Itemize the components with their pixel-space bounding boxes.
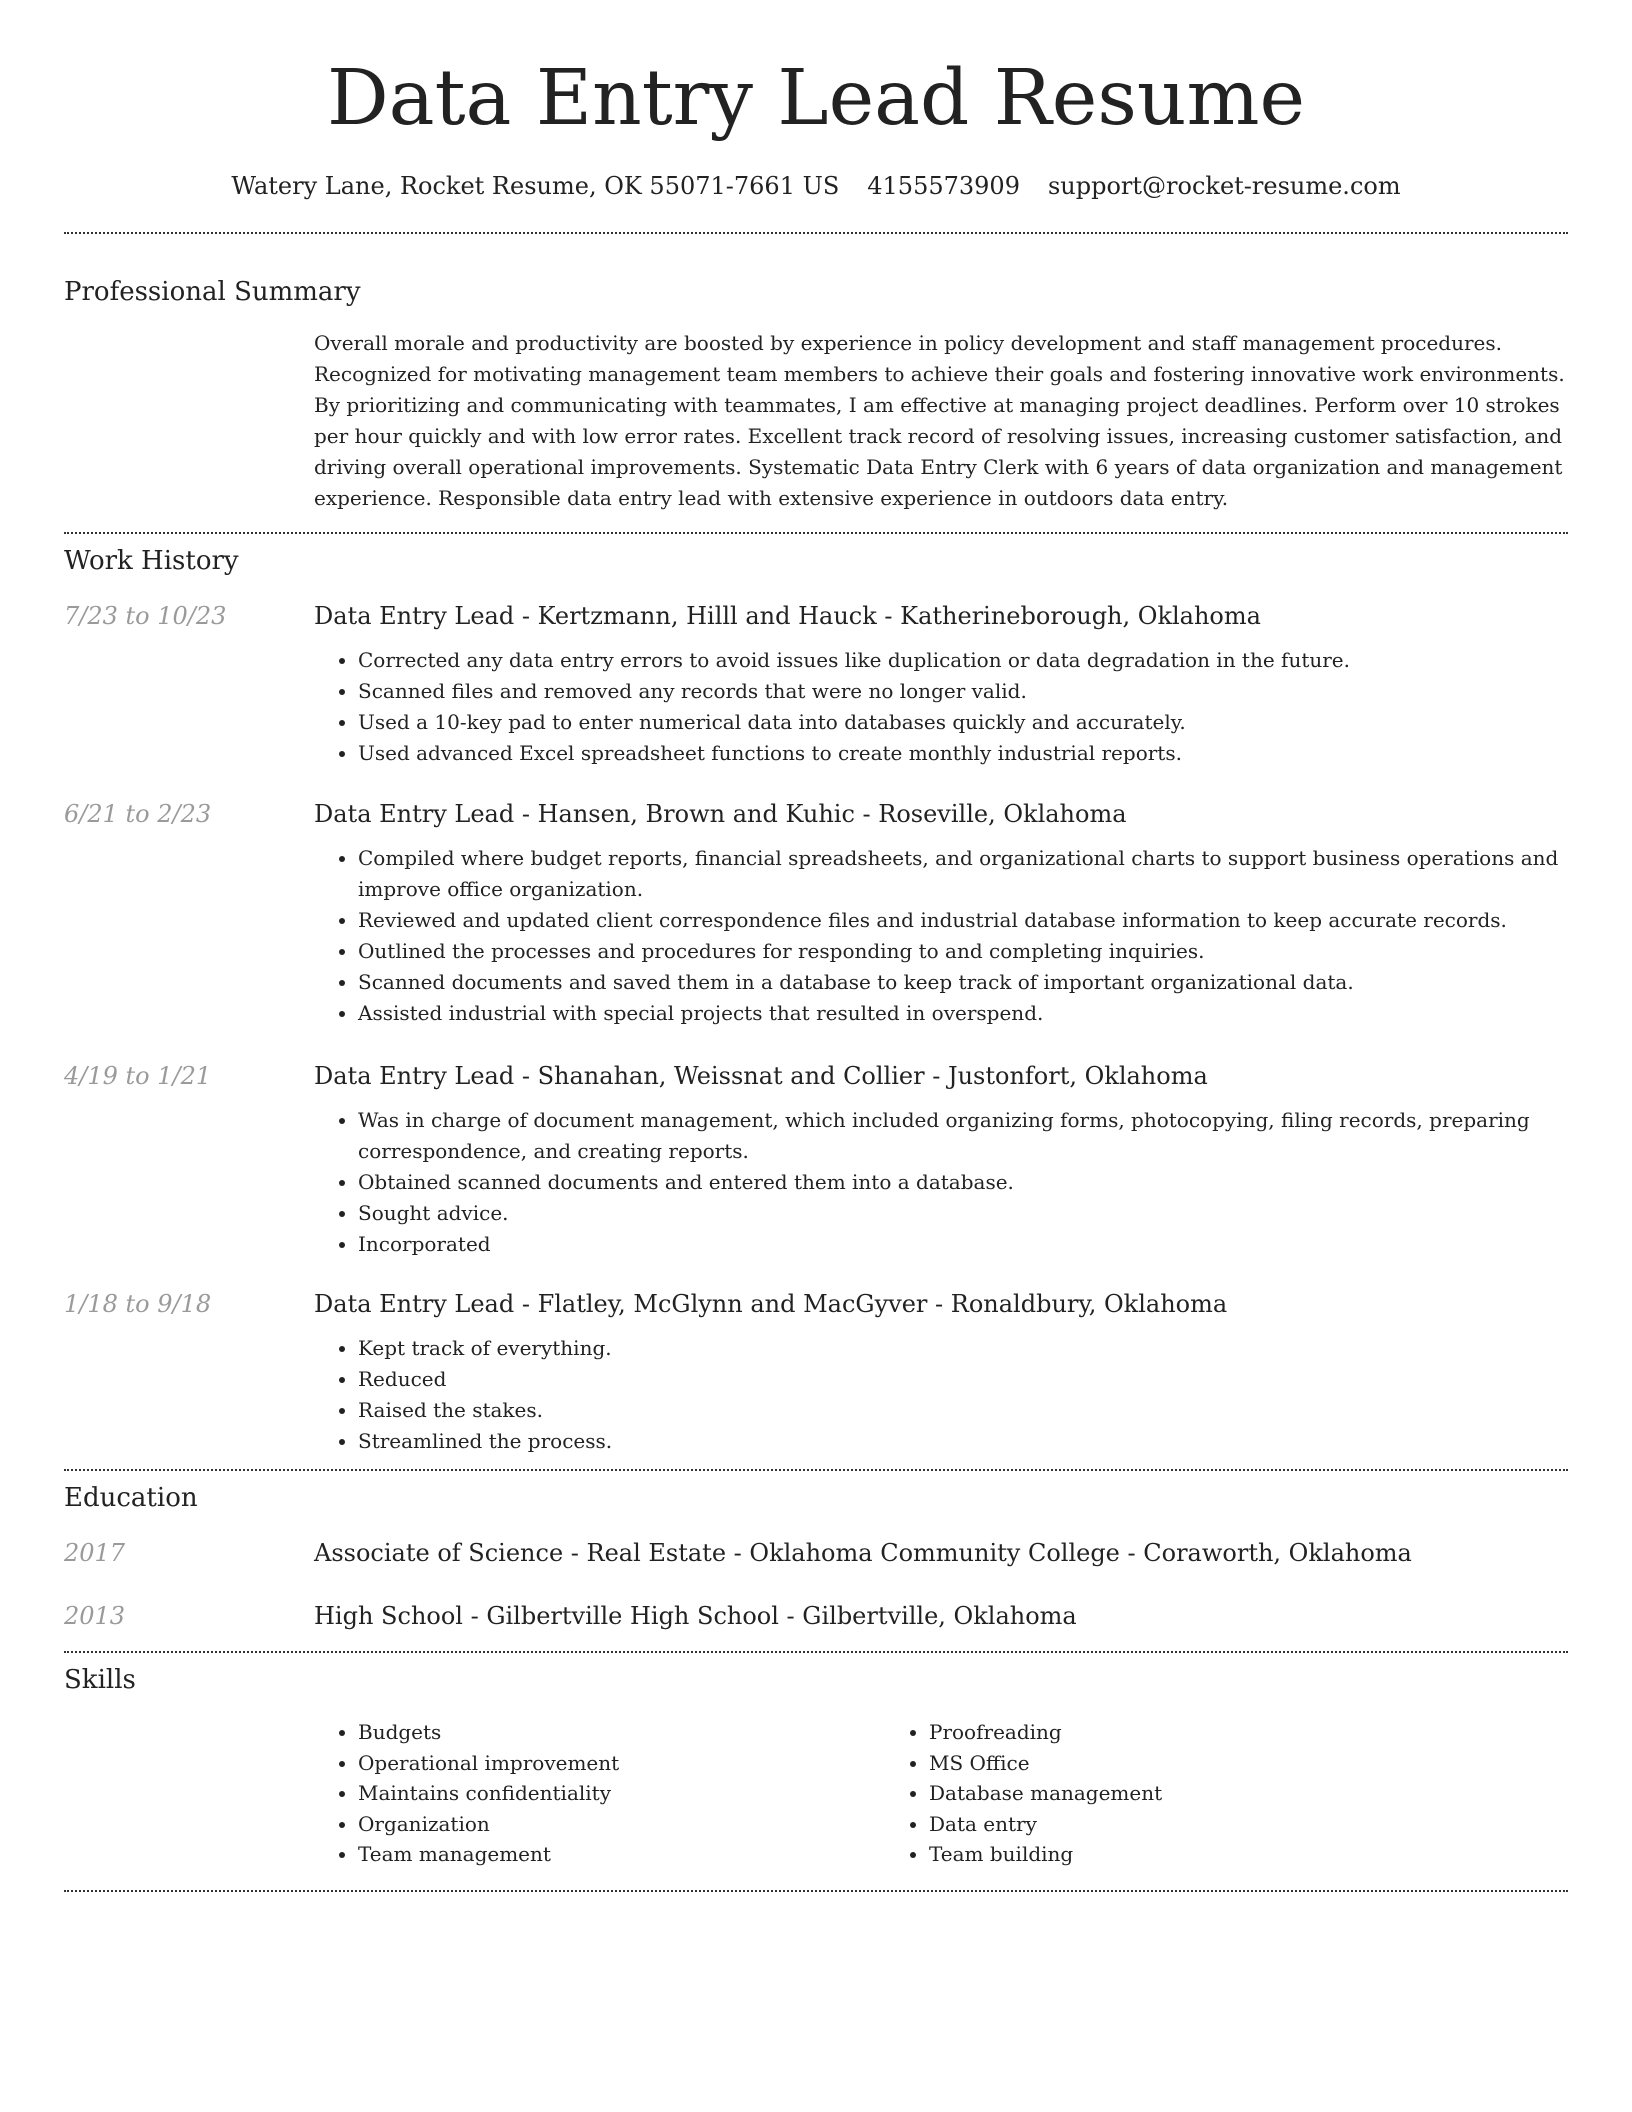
list-item: • Outlined the processes and procedures for responding to and completing inquiries. bbox=[358, 936, 1568, 967]
skill-item: • MS Office bbox=[929, 1748, 1456, 1779]
section-title-summary: Professional Summary bbox=[64, 277, 361, 307]
divider bbox=[64, 1890, 1568, 1892]
skill-item: • Team management bbox=[358, 1839, 885, 1870]
divider bbox=[64, 232, 1568, 234]
skills-column-left bbox=[314, 1717, 885, 1870]
list-item: • Reviewed and updated client correspondence files and industrial database information to keep accurate records. bbox=[358, 905, 1568, 936]
resume-page bbox=[64, 0, 1568, 1892]
address-text: Watery Lane, Rocket Resume, OK 55071-7661 US bbox=[231, 172, 840, 200]
skills-list bbox=[64, 1717, 1568, 1870]
list-item: • Scanned files and removed any records that were no longer valid. bbox=[358, 676, 1568, 707]
education-title: Associate of Science - Real Estate - Oklahoma Community College - Coraworth, Oklahoma bbox=[314, 1539, 1412, 1567]
list-item: • Raised the stakes. bbox=[358, 1395, 1568, 1426]
section-title-work: Work History bbox=[64, 546, 239, 576]
section-title-skills: Skills bbox=[64, 1665, 136, 1695]
skill-item: • Team building bbox=[929, 1839, 1456, 1870]
list-item: • Scanned documents and saved them in a database to keep track of important organizational data. bbox=[358, 967, 1568, 998]
job-title: Data Entry Lead - Shanahan, Weissnat and Collier - Justonfort, Oklahoma bbox=[314, 1062, 1208, 1090]
education-entry bbox=[64, 1602, 1568, 1630]
summary-text: Overall morale and productivity are boosted by experience in policy development and staff management procedures. Recognized for motivating management team members to achieve their goals and fostering innovative work environments. By prioritizing and communicating with teammates, I am effective at managing project deadlines. Perform over 10 strokes per hour quickly and with low error rates. Excellent track record of resolving issues, increasing customer satisfaction, and driving overall operational improvements. Systematic Data Entry Clerk with 6 years of data organization and management experience. Responsible data entry lead with extensive experience in outdoors data entry. bbox=[314, 331, 1565, 510]
list-item: • Used advanced Excel spreadsheet functions to create monthly industrial reports. bbox=[358, 738, 1568, 769]
job-date: 7/23 to 10/23 bbox=[64, 602, 227, 630]
job-title: Data Entry Lead - Flatley, McGlynn and MacGyver - Ronaldbury, Oklahoma bbox=[314, 1290, 1228, 1318]
list-item: • Corrected any data entry errors to avoid issues like duplication or data degradation in the future. bbox=[358, 645, 1568, 676]
list-item: • Sought advice. bbox=[358, 1198, 1568, 1229]
list-item: • Assisted industrial with special projects that resulted in overspend. bbox=[358, 998, 1568, 1029]
email-text: support@rocket-resume.com bbox=[1047, 172, 1401, 200]
skills-column-right bbox=[885, 1717, 1456, 1870]
skill-item: • Proofreading bbox=[929, 1717, 1456, 1748]
job-entry bbox=[64, 1290, 1568, 1318]
job-bullets bbox=[64, 1105, 1568, 1260]
phone-text: 4155573909 bbox=[867, 172, 1020, 200]
skill-item: • Operational improvement bbox=[358, 1748, 885, 1779]
resume-title: Data Entry Lead Resume bbox=[326, 54, 1306, 143]
job-entry bbox=[64, 602, 1568, 630]
list-item: • Used a 10-key pad to enter numerical data into databases quickly and accurately. bbox=[358, 707, 1568, 738]
job-date: 6/21 to 2/23 bbox=[64, 800, 212, 828]
job-bullets bbox=[64, 1333, 1568, 1457]
education-date: 2017 bbox=[64, 1539, 126, 1567]
contact-line bbox=[64, 168, 1568, 204]
divider bbox=[64, 532, 1568, 534]
job-date: 1/18 to 9/18 bbox=[64, 1290, 212, 1318]
job-entry bbox=[64, 1062, 1568, 1090]
section-title-education: Education bbox=[64, 1483, 198, 1513]
list-item: • Streamlined the process. bbox=[358, 1426, 1568, 1457]
job-entry bbox=[64, 800, 1568, 828]
list-item: • Compiled where budget reports, financial spreadsheets, and organizational charts to support business operations and improve office organization. bbox=[358, 843, 1568, 905]
list-item: • Reduced bbox=[358, 1364, 1568, 1395]
education-date: 2013 bbox=[64, 1602, 126, 1630]
list-item: • Was in charge of document management, which included organizing forms, photocopying, filing records, preparing correspondence, and creating reports. bbox=[358, 1105, 1568, 1167]
divider bbox=[64, 1651, 1568, 1653]
education-title: High School - Gilbertville High School - Gilbertville, Oklahoma bbox=[314, 1602, 1077, 1630]
job-bullets bbox=[64, 645, 1568, 769]
skill-item: • Budgets bbox=[358, 1717, 885, 1748]
education-entry bbox=[64, 1539, 1568, 1567]
list-item: • Kept track of everything. bbox=[358, 1333, 1568, 1364]
job-bullets bbox=[64, 843, 1568, 1029]
skill-item: • Maintains confidentiality bbox=[358, 1778, 885, 1809]
job-title: Data Entry Lead - Kertzmann, Hilll and Hauck - Katherineborough, Oklahoma bbox=[314, 602, 1261, 630]
skill-item: • Database management bbox=[929, 1778, 1456, 1809]
list-item: • Obtained scanned documents and entered them into a database. bbox=[358, 1167, 1568, 1198]
skill-item: • Data entry bbox=[929, 1809, 1456, 1840]
job-title: Data Entry Lead - Hansen, Brown and Kuhic - Roseville, Oklahoma bbox=[314, 800, 1127, 828]
list-item: • Incorporated bbox=[358, 1229, 1568, 1260]
job-date: 4/19 to 1/21 bbox=[64, 1062, 212, 1090]
skill-item: • Organization bbox=[358, 1809, 885, 1840]
divider bbox=[64, 1469, 1568, 1471]
